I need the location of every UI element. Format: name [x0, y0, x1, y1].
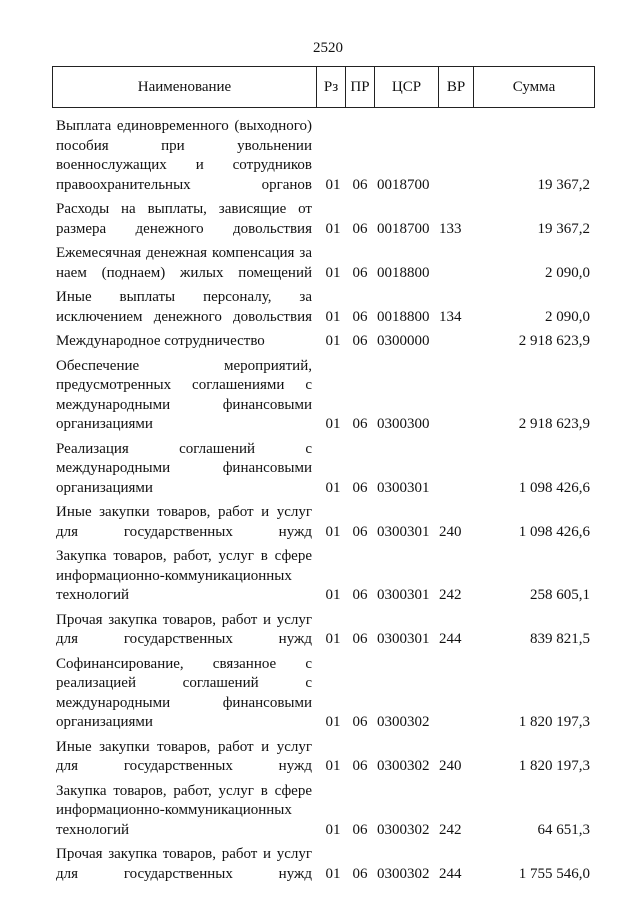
row-sum: 1 098 426,6 — [518, 479, 590, 496]
page-number: 2520 — [313, 40, 343, 56]
row-pr: 06 — [352, 821, 368, 838]
row-vr: 242 — [439, 821, 462, 838]
row-rz: 01 — [325, 523, 341, 540]
row-csr: 0018800 — [377, 264, 430, 281]
header-name: Наименование — [52, 66, 317, 108]
table-row — [0, 440, 640, 499]
row-vr: 244 — [439, 865, 462, 882]
header-rz: Рз — [316, 66, 346, 108]
table-row — [0, 117, 640, 195]
row-sum: 1 098 426,6 — [518, 523, 590, 540]
row-rz: 01 — [325, 821, 341, 838]
row-rz: 01 — [325, 220, 341, 237]
row-csr: 0300301 — [377, 587, 430, 603]
row-pr: 06 — [352, 631, 368, 647]
row-sum: 839 821,5 — [530, 631, 590, 647]
row-pr: 06 — [352, 523, 368, 540]
table-row — [0, 288, 640, 327]
row-rz: 01 — [325, 758, 341, 774]
row-rz: 01 — [325, 416, 341, 432]
row-name: Прочая закупка товаров, работ и услуг для государственных нужд — [56, 846, 312, 882]
row-name: Софинансирование, связанное с реализацией соглашений с международными финансовыми организациями — [56, 655, 312, 730]
row-vr: 134 — [439, 308, 462, 325]
row-sum: 2 918 623,9 — [518, 416, 590, 432]
header-sum: Сумма — [473, 66, 595, 108]
row-csr: 0300301 — [377, 523, 430, 540]
table-row — [0, 845, 640, 884]
row-vr: 240 — [439, 758, 462, 774]
row-csr: 0300000 — [377, 333, 430, 349]
row-sum: 19 367,2 — [537, 220, 590, 237]
row-rz: 01 — [325, 714, 341, 730]
table-row — [0, 357, 640, 435]
table-row — [0, 611, 640, 650]
row-vr: 242 — [439, 587, 462, 603]
row-vr: 133 — [439, 220, 462, 237]
row-pr: 06 — [352, 264, 368, 281]
row-csr: 0300302 — [377, 821, 430, 838]
row-pr: 06 — [352, 587, 368, 603]
row-sum: 1 820 197,3 — [518, 714, 590, 730]
row-sum: 2 090,0 — [545, 264, 590, 281]
table-row — [0, 503, 640, 542]
row-csr: 0018700 — [377, 220, 430, 237]
header-vr: ВР — [438, 66, 474, 108]
row-csr: 0300301 — [377, 631, 430, 647]
row-pr: 06 — [352, 176, 368, 193]
row-pr: 06 — [352, 333, 368, 349]
row-sum: 2 918 623,9 — [518, 333, 590, 349]
table-row — [0, 782, 640, 841]
row-rz: 01 — [325, 176, 341, 193]
row-name: Закупка товаров, работ, услуг в сфере информационно-коммуникационных технологий — [56, 548, 312, 603]
header-pr: ПР — [345, 66, 375, 108]
table-row — [0, 738, 640, 777]
row-sum: 2 090,0 — [545, 308, 590, 325]
row-csr: 0300302 — [377, 714, 430, 730]
row-sum: 1 755 546,0 — [518, 865, 590, 882]
row-name: Выплата единовременного (выходного) пособия при увольнении военнослужащих и сотрудников правоохранительных органов — [56, 118, 312, 193]
budget-table-body — [0, 112, 640, 884]
row-csr: 0300300 — [377, 416, 430, 432]
row-pr: 06 — [352, 714, 368, 730]
row-pr: 06 — [352, 479, 368, 496]
row-rz: 01 — [325, 479, 341, 496]
row-pr: 06 — [352, 865, 368, 882]
row-name: Реализация соглашений с международными финансовыми организациями — [56, 440, 312, 496]
table-row — [0, 547, 640, 606]
row-name: Обеспечение мероприятий, предусмотренных соглашениями с международными финансовыми организациями — [56, 357, 312, 432]
row-vr: 240 — [439, 523, 462, 540]
row-csr: 0300302 — [377, 758, 430, 774]
row-name: Прочая закупка товаров, работ и услуг для государственных нужд — [56, 611, 312, 647]
row-sum: 1 820 197,3 — [518, 758, 590, 774]
header-csr: ЦСР — [374, 66, 439, 108]
row-rz: 01 — [325, 865, 341, 882]
row-sum: 19 367,2 — [537, 176, 590, 193]
row-csr: 0300302 — [377, 865, 430, 882]
row-name: Иные закупки товаров, работ и услуг для государственных нужд — [56, 504, 312, 540]
row-name: Закупка товаров, работ, услуг в сфере информационно-коммуникационных технологий — [56, 782, 312, 838]
row-name: Иные закупки товаров, работ и услуг для государственных нужд — [56, 738, 312, 774]
row-name: Иные выплаты персоналу, за исключением денежного довольствия — [56, 289, 312, 325]
row-rz: 01 — [325, 333, 341, 349]
row-rz: 01 — [325, 264, 341, 281]
row-pr: 06 — [352, 308, 368, 325]
row-sum: 258 605,1 — [530, 587, 590, 603]
table-row — [0, 200, 640, 239]
row-pr: 06 — [352, 220, 368, 237]
row-pr: 06 — [352, 758, 368, 774]
row-csr: 0300301 — [377, 479, 430, 496]
row-vr: 244 — [439, 631, 462, 647]
row-csr: 0018800 — [377, 308, 430, 325]
row-rz: 01 — [325, 308, 341, 325]
table-row — [0, 332, 640, 352]
row-rz: 01 — [325, 631, 341, 647]
table-row — [0, 655, 640, 733]
row-sum: 64 651,3 — [537, 821, 590, 838]
row-name: Расходы на выплаты, зависящие от размера денежного довольствия — [56, 201, 312, 237]
row-rz: 01 — [325, 587, 341, 603]
table-row — [0, 244, 640, 283]
row-pr: 06 — [352, 416, 368, 432]
row-csr: 0018700 — [377, 176, 430, 193]
row-name: Ежемесячная денежная компенсация за наем (поднаем) жилых помещений — [56, 245, 312, 281]
row-name: Международное сотрудничество — [56, 333, 265, 349]
